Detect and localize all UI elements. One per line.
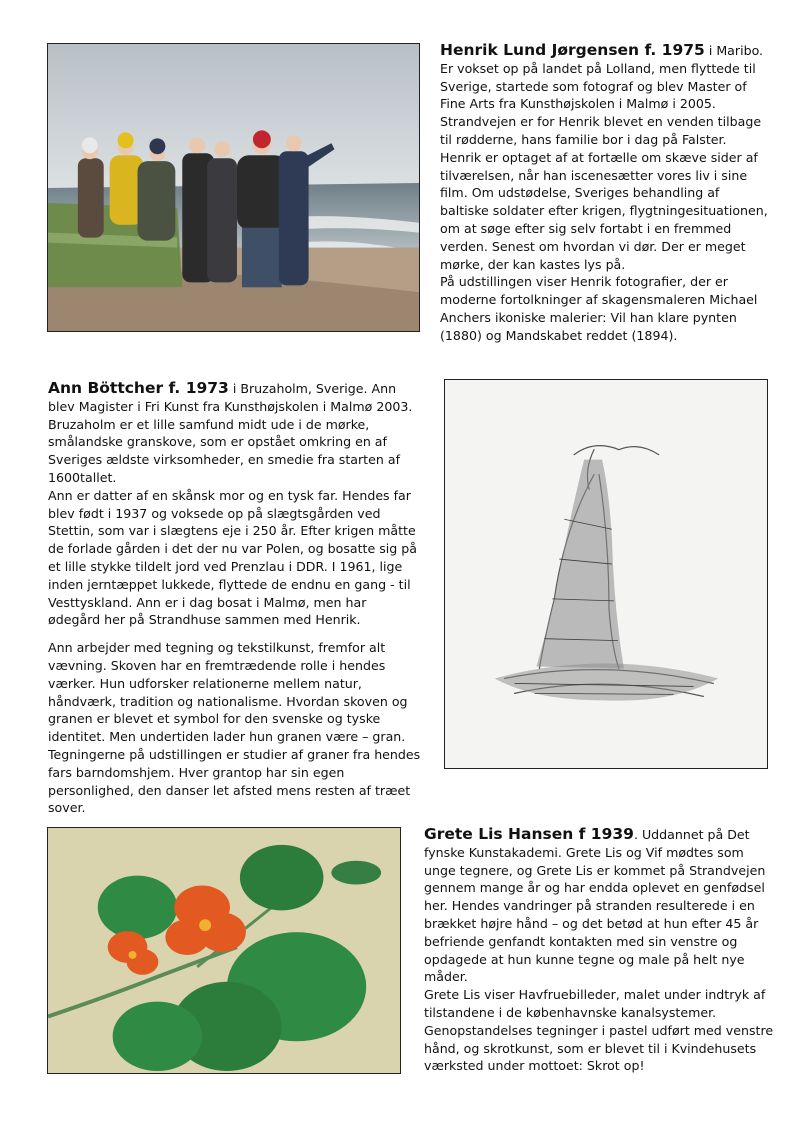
ann-paragraph-2: Ann er datter af en skånsk mor og en tysk far. Hendes far blev født i 1937 og voksede op på slægtsgården ved Stettin, som var i slægtens eje i 250 år. Efter krigen måtte de forlade gården i det der nu var Polen, og bosatte sig på et lille stykke tildelt jord ved Prenzlau i DDR. I 1961, lige inden jerntæppet lukkede, flyttede de endnu en gang - til Vesttyskland. Ann er i dag bosat i Malmø, men har ødegård her på Strandhuse sammen med Henrik. bbox=[48, 487, 418, 628]
ann-section bbox=[48, 380, 422, 817]
spruce-drawing bbox=[444, 379, 768, 769]
beach-photo bbox=[47, 43, 420, 332]
henrik-intro bbox=[440, 42, 770, 149]
grete-paragraph-2: Grete Lis viser Havfruebilleder, malet under indtryk af tilstandene i de københavnske kanalsystemer. Genopstandelses tegninger i pastel udført med venstre hånd, og skrotkunst, som er blevet til i Kvindehusets værksted under mottoet: Skrot op! bbox=[424, 987, 774, 1074]
ann-intro bbox=[48, 380, 422, 487]
grete-name: Grete Lis Hansen f 1939 bbox=[424, 825, 634, 843]
nasturtium-painting bbox=[47, 827, 401, 1074]
grete-intro bbox=[424, 826, 774, 986]
ann-name: Ann Böttcher f. 1973 bbox=[48, 379, 229, 397]
ann-paragraph-3: Ann arbejder med tegning og tekstilkunst, fremfor alt vævning. Skoven har en fremtrædende rolle i hendes værker. Hun udforsker relationerne mellem natur, håndværk, tradition og nationalisme. Hvordan skoven og granen er blevet et symbol for den svenske og tyske identitet. Men undertiden lader hun granen være – gran. bbox=[48, 640, 408, 745]
henrik-paragraph-2: Henrik er optaget af at fortælle om skæve sider af tilværelsen, når han iscenesætter vores liv i sine film. Om udstødelse, Sveriges behandling af baltiske soldater efter krigen, flygtningesituationen, om at søge efter sig selv fortabt i en fremmed verden. Senest om hvordan vi dør. Der er meget mørke, der kan kastes lys på. bbox=[440, 149, 768, 272]
ann-paragraph-1: i Bruzaholm, Sverige. Ann blev Magister i Fri Kunst fra Kunsthøjskolen i Malmø 2003. Bruzaholm er et lille samfund midt ude i de mørke, smålandske granskove, som er opstået omkring en af Sveriges ældste virksomheder, en smedie fra starten af 1600tallet. bbox=[48, 381, 413, 485]
henrik-name: Henrik Lund Jørgensen f. 1975 bbox=[440, 41, 705, 59]
ann-paragraph-4: Tegningerne på udstillingen er studier af graner fra hendes fars barndomshjem. Hver grantop har sin egen personlighed, den danser let afsted mens resten af træet sover. bbox=[48, 746, 421, 816]
henrik-paragraph-1: i Maribo. Er vokset op på landet på Lolland, men flyttede til Sverige, startede som fotograf og blev Master of Fine Arts fra Kunsthøjskolen i Malmø i 2005. Strandvejen er for Henrik blevet en venden tilbage til rødderne, hans familie bor i dag på Falster. bbox=[440, 43, 764, 147]
grete-paragraph-1: . Uddannet på Det fynske Kunstakademi. Grete Lis og Vif mødtes som unge tegnere, og Grete Lis er kommet på Strandvejen gennem mange år og har endda oplevet en genfødsel her. Hendes vandringer på stranden resulterede i en brækket højre hånd – og det betød at hun efter 45 år befriende genfandt kontakten med sin venstre og opdagede at hun kunne tegne og male på helt nye måder. bbox=[424, 827, 766, 985]
henrik-section bbox=[440, 42, 770, 345]
henrik-paragraph-3: På udstillingen viser Henrik fotografier, der er moderne fortolkninger af skagensmaleren Michael Anchers ikoniske malerier: Vil han klare pynten (1880) og Mandskabet reddet (1894). bbox=[440, 274, 758, 343]
grete-section bbox=[424, 826, 774, 1075]
